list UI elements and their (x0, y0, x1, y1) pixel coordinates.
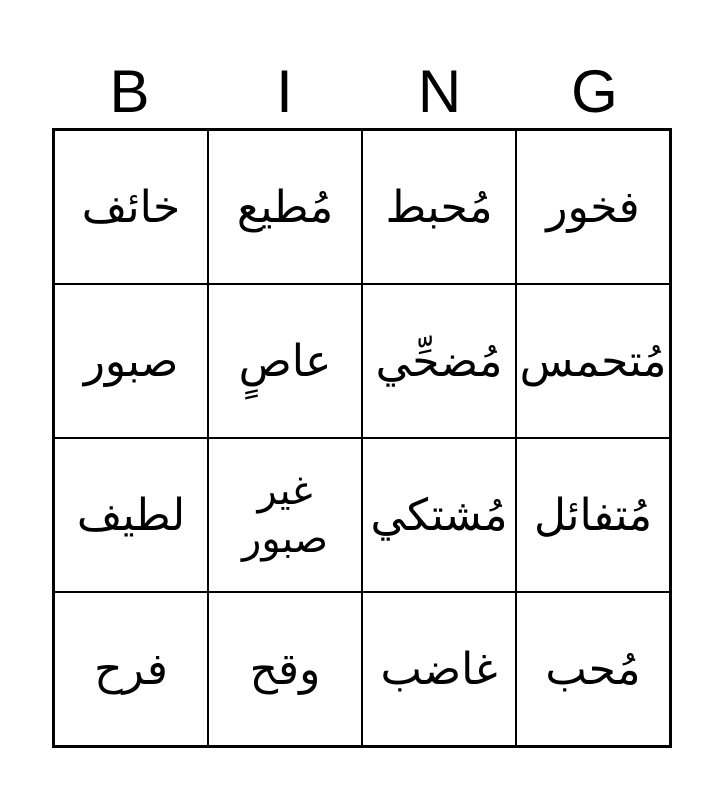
bingo-cell-r3-c1[interactable] (54, 438, 208, 592)
bingo-cell-r2-c4[interactable] (516, 284, 670, 438)
bingo-cell-r4-c1[interactable] (54, 592, 208, 746)
bingo-cell-r2-c3[interactable] (362, 284, 516, 438)
cell-word: فخور (546, 181, 640, 233)
bingo-cell-r1-c3[interactable] (362, 130, 516, 284)
bingo-cell-r1-c4[interactable] (516, 130, 670, 284)
cell-word: فرح (94, 643, 168, 695)
bingo-cell-r2-c2[interactable] (208, 284, 362, 438)
cell-word: مُتفائل (533, 489, 653, 541)
header-letter-n: N (417, 58, 462, 125)
cell-word: غاضب (380, 643, 498, 695)
bingo-cell-r3-c2[interactable] (208, 438, 362, 592)
cell-word: وقح (249, 643, 321, 695)
cell-word: عاصٍ (238, 335, 332, 387)
bingo-cell-r4-c2[interactable] (208, 592, 362, 746)
bingo-board (52, 128, 672, 748)
cell-word: مُشتكي (370, 489, 508, 541)
cell-word: لطيف (76, 489, 186, 541)
cell-word: غير صبور (242, 468, 329, 562)
header-letter-i: I (276, 58, 293, 125)
bingo-cell-r3-c3[interactable] (362, 438, 516, 592)
cell-word: مُحبط (385, 181, 493, 233)
header-letter-g: G (571, 58, 618, 125)
cell-word: مُضحِّي (375, 335, 503, 387)
bingo-cell-r3-c4[interactable] (516, 438, 670, 592)
cell-word: مُحب (545, 643, 641, 695)
bingo-cell-r2-c1[interactable] (54, 284, 208, 438)
cell-word: مُطيع (236, 181, 334, 233)
bingo-cell-r1-c2[interactable] (208, 130, 362, 284)
bingo-cell-r4-c4[interactable] (516, 592, 670, 746)
bingo-cell-r1-c1[interactable] (54, 130, 208, 284)
cell-word: خائف (81, 181, 181, 233)
cell-word: صبور (83, 335, 179, 387)
bingo-cell-r4-c3[interactable] (362, 592, 516, 746)
cell-word: مُتحمس (519, 335, 667, 387)
header-letter-b: B (109, 58, 150, 125)
bingo-header (52, 54, 672, 130)
